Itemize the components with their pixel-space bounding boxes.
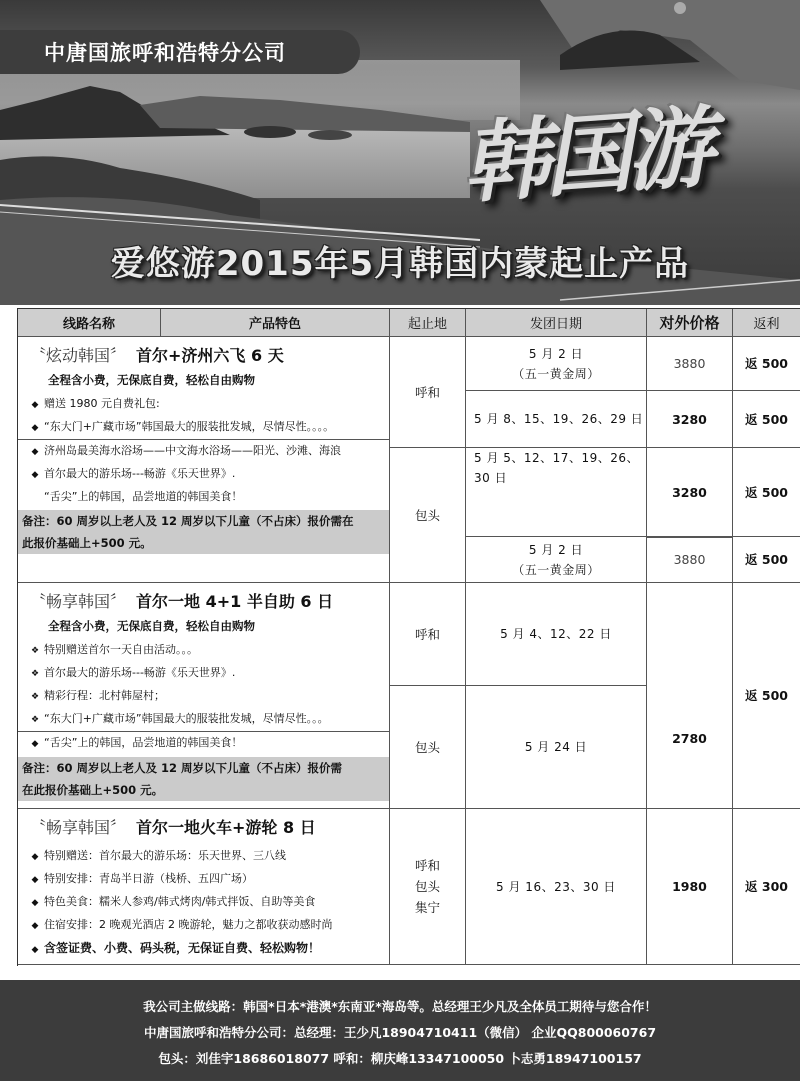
bullet-icon: ◆ xyxy=(31,875,39,885)
table-row-4-price: 3880 xyxy=(647,537,733,583)
product-2-description xyxy=(18,583,390,809)
product-2-tag: 〝畅享韩国〞 xyxy=(30,592,127,611)
price-value: 2780 xyxy=(672,730,707,746)
list-item: ◆ 首尔最大的游乐场---畅游《乐天世界》. xyxy=(18,463,389,486)
list-item: ◆ 赠送 1980 元自费礼包: xyxy=(18,393,389,416)
table-row-7-price: 1980 xyxy=(647,809,733,965)
footer-contact xyxy=(0,980,800,1081)
product-3-name: 首尔一地火车+游轮 8 日 xyxy=(136,818,316,837)
footer-line-3: 包头：刘佳宇18686018077 呼和：柳庆峰13347100050 卜志勇18947100157 xyxy=(158,1051,642,1066)
origin-list-3 xyxy=(390,809,466,965)
product-1-note: 备注：60 周岁以上老人及 12 周岁以下儿童（不占床）报价需在 此报价基础上+500 元。 xyxy=(18,510,389,554)
product-1-subtitle: 全程含小费，无保底自费，轻松自由购物 xyxy=(48,373,255,387)
table-row-7-dates: 5 月 16、23、30 日 xyxy=(466,809,647,965)
product-table xyxy=(17,308,800,966)
list-item: ◆ 特色美食：糯米人参鸡/韩式烤肉/韩式拌饭、自助等美食 xyxy=(18,891,389,914)
bullet-icon: ◆ xyxy=(31,400,39,410)
company-name: 中唐国旅呼和浩特分公司 xyxy=(44,41,286,65)
header-route: 线路名称 xyxy=(18,309,161,337)
bullet-icon: ◆ xyxy=(31,898,39,908)
list-item: ◆ 住宿安排：2 晚观光酒店 2 晚游轮，魅力之都收获动感时尚 xyxy=(18,914,389,937)
bullet-icon: ◆ xyxy=(31,739,39,749)
bullet-icon: ❖ xyxy=(30,669,40,679)
header-banner xyxy=(0,0,800,305)
origin-baotou-3: 包头 xyxy=(414,879,440,894)
product-2-note: 备注：60 周岁以上老人及 12 周岁以下儿童（不占床）报价需 在此报价基础上+500 元。 xyxy=(18,757,389,801)
table-row-1-dates: 5 月 2 日 （五一黄金周） xyxy=(466,337,647,391)
company-name-tab xyxy=(0,30,360,74)
list-item: ❖ 首尔最大的游乐场---畅游《乐天世界》. xyxy=(18,662,389,685)
table-row-4-dates: 5 月 2 日 （五一黄金周） xyxy=(466,537,647,583)
origin-huhe-2: 呼和 xyxy=(390,583,466,686)
table-row-5-6-price xyxy=(647,537,733,809)
table-row-6-dates: 5 月 24 日 xyxy=(466,686,647,809)
bullet-icon: ◆ xyxy=(31,921,39,931)
header-origin: 起止地 xyxy=(390,309,466,337)
origin-baotou-2: 包头 xyxy=(390,686,466,809)
origin-huhe-3: 呼和 xyxy=(414,858,440,873)
table-row-3-rebate: 返 500 xyxy=(733,448,800,537)
bullet-icon: ❖ xyxy=(30,692,40,702)
table-row-7-rebate: 返 300 xyxy=(733,809,800,965)
table-row-5-dates: 5 月 4、12、22 日 xyxy=(466,583,647,686)
table-row-4-rebate: 返 500 xyxy=(733,537,800,583)
product-1-description xyxy=(18,337,390,583)
bullet-icon: ◆ xyxy=(31,945,39,955)
table-row-2-rebate: 返 500 xyxy=(733,391,800,448)
page-title: 爱悠游2015年5月韩国内蒙起止产品 xyxy=(110,244,690,284)
product-1-name: 首尔+济州六飞 6 天 xyxy=(136,346,284,365)
footer-line-2: 中唐国旅呼和浩特分公司：总经理：王少凡18904710411（微信） 企业QQ800060767 xyxy=(143,1025,657,1040)
footer-line-1: 我公司主做线路：韩国*日本*港澳*东南亚*海岛等。总经理王少凡及全体员工期待与您合作！ xyxy=(143,999,657,1014)
product-2-subtitle: 全程含小费，无保底自费，轻松自由购物 xyxy=(48,619,255,633)
list-item: ◆ “东大门+广藏市场”韩国最大的服装批发城，尽情尽性。。。。 xyxy=(18,416,389,439)
logo-text: 韩国游 xyxy=(458,94,712,216)
table-row-1-rebate: 返 500 xyxy=(733,337,800,391)
list-item: ❖ “东大门+广藏市场”韩国最大的服装批发城，尽情尽性。。。 xyxy=(18,708,389,731)
product-1-tag: 〝炫动韩国〞 xyxy=(30,346,127,365)
origin-huhe-1: 呼和 xyxy=(390,337,466,448)
bullet-icon: ❖ xyxy=(30,715,40,725)
header-price: 对外价格 xyxy=(647,309,733,337)
table-row-5-6-rebate: 返 500 xyxy=(733,583,800,809)
origin-baotou-1: 包头 xyxy=(390,448,466,583)
header-rebate: 返利 xyxy=(733,309,800,337)
list-item: ❖ 精彩行程：北村韩屋村； xyxy=(18,685,389,708)
header-dates: 发团日期 xyxy=(466,309,647,337)
table-row-1-price: 3880 xyxy=(647,337,733,391)
bullet-icon: ◆ xyxy=(31,447,39,457)
bullet-icon: ❖ xyxy=(30,646,40,656)
bullet-icon: ◆ xyxy=(31,852,39,862)
bullet-icon: ◆ xyxy=(31,423,39,433)
list-item: ◆ 含签证费、小费、码头税，无保证自费、轻松购物！ xyxy=(18,937,389,961)
product-3-tag: 〝畅享韩国〞 xyxy=(30,818,127,837)
table-row-2-price: 3280 xyxy=(647,391,733,448)
origin-jining-3: 集宁 xyxy=(414,900,440,915)
header-feature: 产品特色 xyxy=(161,309,390,337)
list-item: ◆ 济州岛最美海水浴场——中文海水浴场——阳光、沙滩、海浪 xyxy=(18,440,389,463)
table-row-3-dates: 5 月 5、12、17、19、26、 30 日 xyxy=(466,448,647,537)
korea-travel-logo xyxy=(458,80,800,230)
product-2-name: 首尔一地 4+1 半自助 6 日 xyxy=(136,592,334,611)
list-item: ❖ 特别赠送首尔一天自由活动。。。 xyxy=(18,639,389,662)
list-item: “舌尖”上的韩国，品尝地道的韩国美食！ xyxy=(44,490,243,503)
list-item: ◆ “舌尖”上的韩国，品尝地道的韩国美食！ xyxy=(18,732,389,755)
list-item: ◆ 特别安排：青岛半日游（栈桥、五四广场） xyxy=(18,868,389,891)
bullet-icon: ◆ xyxy=(31,470,39,480)
product-3-description xyxy=(18,809,390,965)
table-row-2-dates: 5 月 8、15、19、26、29 日 xyxy=(466,391,647,448)
list-item: ◆ 特别赠送：首尔最大的游乐场：乐天世界、三八线 xyxy=(18,845,389,868)
table-row-3-price: 3280 xyxy=(647,448,733,537)
